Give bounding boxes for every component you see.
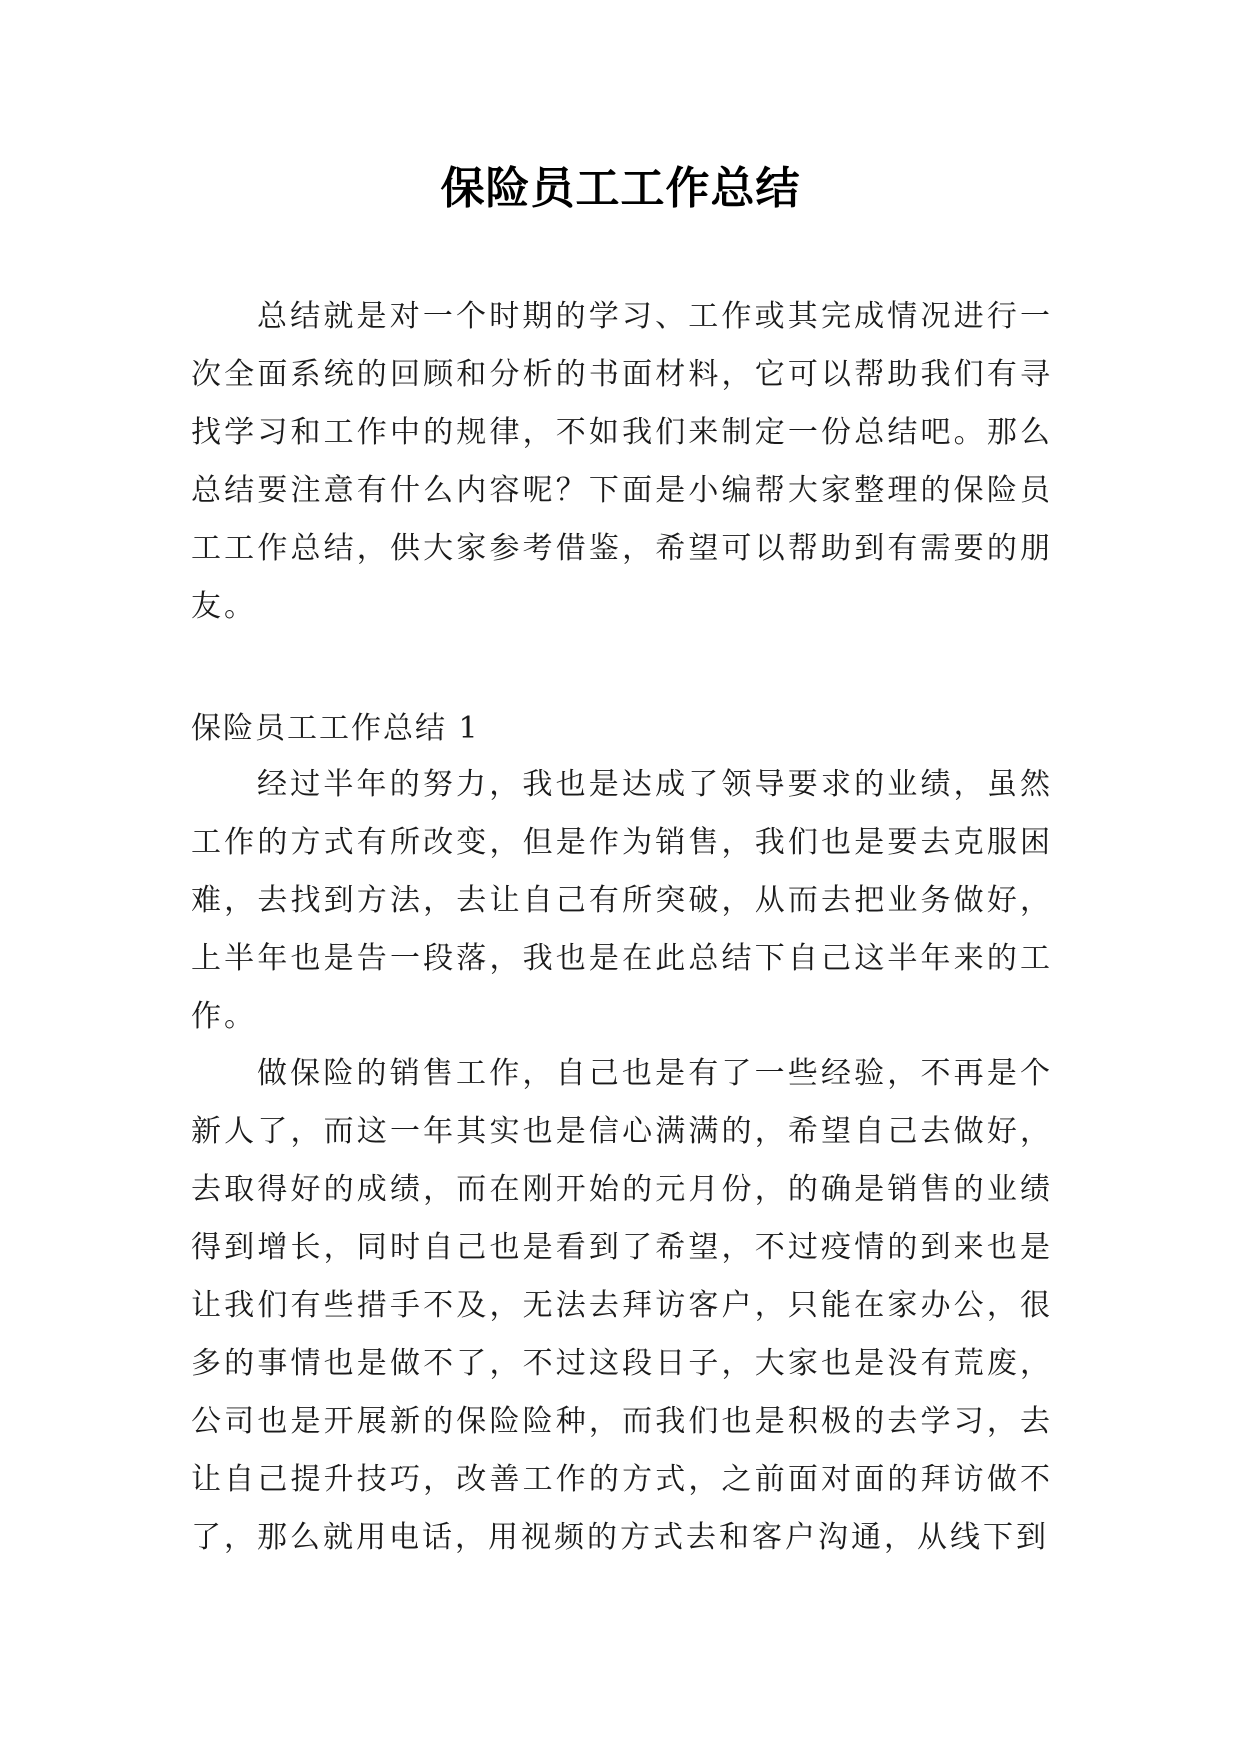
document-title: 保险员工工作总结 <box>440 163 801 214</box>
section-paragraph-2: 做保险的销售工作，自己也是有了一些经验，不再是个新人了，而这一年其实也是信心满满的，希望自己去做好，去取得好的成绩，而在刚开始的元月份，的确是销售的业绩得到增长，同时自己也是看到了希望，不过疫情的到来也是让我们有些措手不及，无法去拜访客户，只能在家办公，很多的事情也是做不了，不过这段日子，大家也是没有荒废，公司也是开展新的保险险种，而我们也是积极的去学习，去让自己提升技巧，改善工作的方式，之前面对面的拜访做不了，那么就用电话，用视频的方式去和客户沟通，从线下到 <box>191 1056 1053 1555</box>
section-heading: 保险员工工作总结 1 <box>191 711 480 746</box>
intro-paragraph: 总结就是对一个时期的学习、工作或其完成情况进行一次全面系统的回顾和分析的书面材料，它可以帮助我们有寻找学习和工作中的规律，不如我们来制定一份总结吧。那么总结要注意有什么内容呢？下面是小编帮大家整理的保险员工工作总结，供大家参考借鉴，希望可以帮助到有需要的朋友。 <box>191 299 1053 624</box>
section-paragraph-1: 经过半年的努力，我也是达成了领导要求的业绩，虽然工作的方式有所改变，但是作为销售，我们也是要去克服困难，去找到方法，去让自己有所突破，从而去把业务做好，上半年也是告一段落，我也是在此总结下自己这半年来的工作。 <box>191 767 1053 1034</box>
